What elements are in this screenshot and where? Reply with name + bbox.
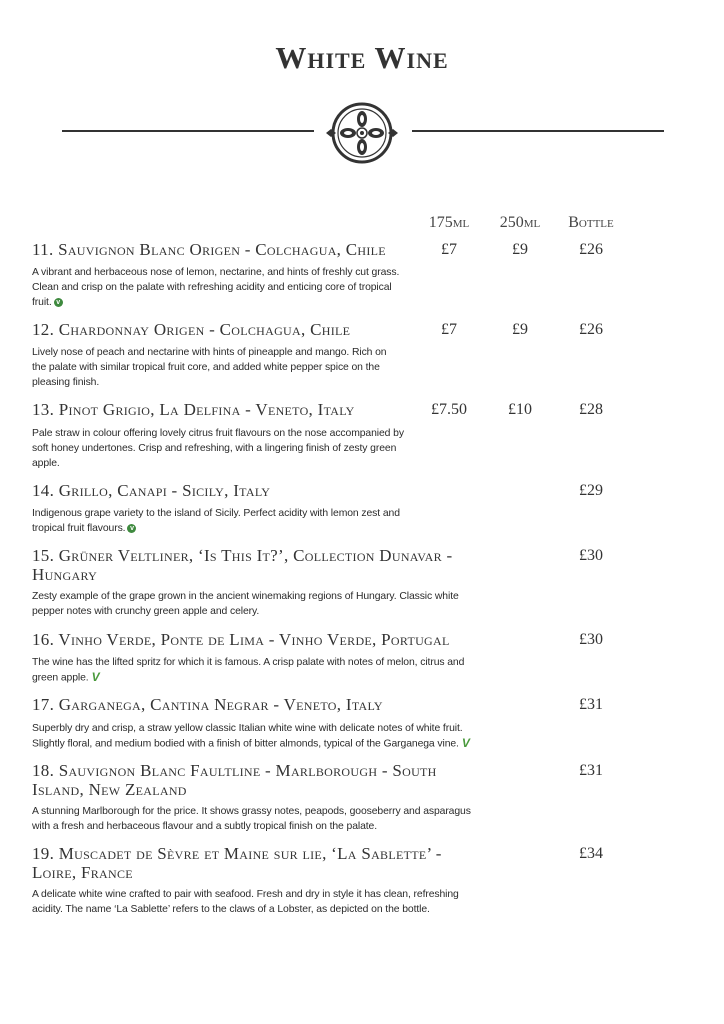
price-250ml: £9 xyxy=(512,321,528,338)
price-bottle: £31 xyxy=(579,762,603,779)
price-175ml: £7.50 xyxy=(431,401,467,418)
price-bottle: £29 xyxy=(579,482,603,499)
header-175ml: 175ml xyxy=(428,214,470,231)
header-bottle: Bottle xyxy=(568,214,614,231)
wine-description: The wine has the lifted spritz for which it is famous. A crisp palate with notes of melon, citrus and green apple. V xyxy=(32,657,465,684)
page-title: White Wine xyxy=(275,40,449,75)
wine-name: 18. Sauvignon Blanc Faultline - Marlborough - South Island, New Zealand xyxy=(32,761,437,799)
price-bottle: £28 xyxy=(579,401,603,418)
header-250ml: 250ml xyxy=(499,214,541,231)
price-175ml: £7 xyxy=(441,321,457,338)
vegetarian-icon: V xyxy=(461,736,470,750)
wine-name: 12. Chardonnay Origen - Colchagua, Chile xyxy=(32,320,351,339)
wine-description: A stunning Marlborough for the price. It shows grassy notes, peapods, gooseberry and asparagus with a fresh and herbaceous flavour and a subtly tropical finish on the palate. xyxy=(32,806,471,832)
divider-ornament xyxy=(0,96,724,166)
wine-name: 16. Vinho Verde, Ponte de Lima - Vinho Verde, Portugal xyxy=(32,630,450,649)
vegan-icon: v xyxy=(127,524,136,533)
divider-line-right xyxy=(412,130,664,132)
price-bottle: £26 xyxy=(579,241,603,258)
vegan-icon: v xyxy=(54,298,63,307)
price-bottle: £30 xyxy=(579,547,603,564)
medallion-icon xyxy=(324,98,400,164)
price-bottle: £26 xyxy=(579,321,603,338)
price-bottle: £34 xyxy=(579,845,603,862)
price-175ml: £7 xyxy=(441,241,457,258)
price-250ml: £9 xyxy=(512,241,528,258)
wine-description: A vibrant and herbaceous nose of lemon, nectarine, and hints of freshly cut grass. Clean and crisp on the palate with refreshing acidity and enticing core of tropical fruit. v xyxy=(32,267,400,308)
divider-line-left xyxy=(62,130,314,132)
wine-description: Indigenous grape variety to the island of Sicily. Perfect acidity with lemon zest and tropical fruit flavours. v xyxy=(32,508,400,534)
wine-description: Zesty example of the grape grown in the ancient winemaking regions of Hungary. Classic white pepper notes with crunchy green apple and celery. xyxy=(32,591,459,617)
wine-name: 15. Grüner Veltliner, ‘Is This It?’, Collection Dunavar - Hungary xyxy=(32,546,453,584)
wine-description: Superbly dry and crisp, a straw yellow classic Italian white wine with delicate notes of white fruit. Slightly floral, and medium bodied with a finish of bitter almonds, typical of the Garganega vine. V xyxy=(32,723,470,750)
wine-name: 11. Sauvignon Blanc Origen - Colchagua, Chile xyxy=(32,240,386,259)
price-250ml: £10 xyxy=(508,401,532,418)
wine-description: Lively nose of peach and nectarine with hints of pineapple and mango. Rich on the palate with similar tropical fruit core, and added white pepper spice on the pleasing finish. xyxy=(32,347,387,388)
price-bottle: £31 xyxy=(579,696,603,713)
wine-name: 19. Muscadet de Sèvre et Maine sur lie, ‘La Sablette’ - Loire, France xyxy=(32,844,442,882)
price-bottle: £30 xyxy=(579,631,603,648)
vegetarian-icon: V xyxy=(91,670,100,684)
wine-name: 13. Pinot Grigio, La Delfina - Veneto, Italy xyxy=(32,400,355,419)
wine-description: A delicate white wine crafted to pair with seafood. Fresh and dry in style it has clean, refreshing acidity. The name ‘La Sablette’ refers to the claws of a Lobster, as depicted on the bottle. xyxy=(32,889,459,915)
wine-description: Pale straw in colour offering lovely citrus fruit flavours on the nose accompanied by soft honey undertones. Crisp and refreshing, with a lingering finish of zesty green apple. xyxy=(32,428,404,469)
wine-name: 17. Garganega, Cantina Negrar - Veneto, Italy xyxy=(32,695,383,714)
wine-name: 14. Grillo, Canapi - Sicily, Italy xyxy=(32,481,271,500)
